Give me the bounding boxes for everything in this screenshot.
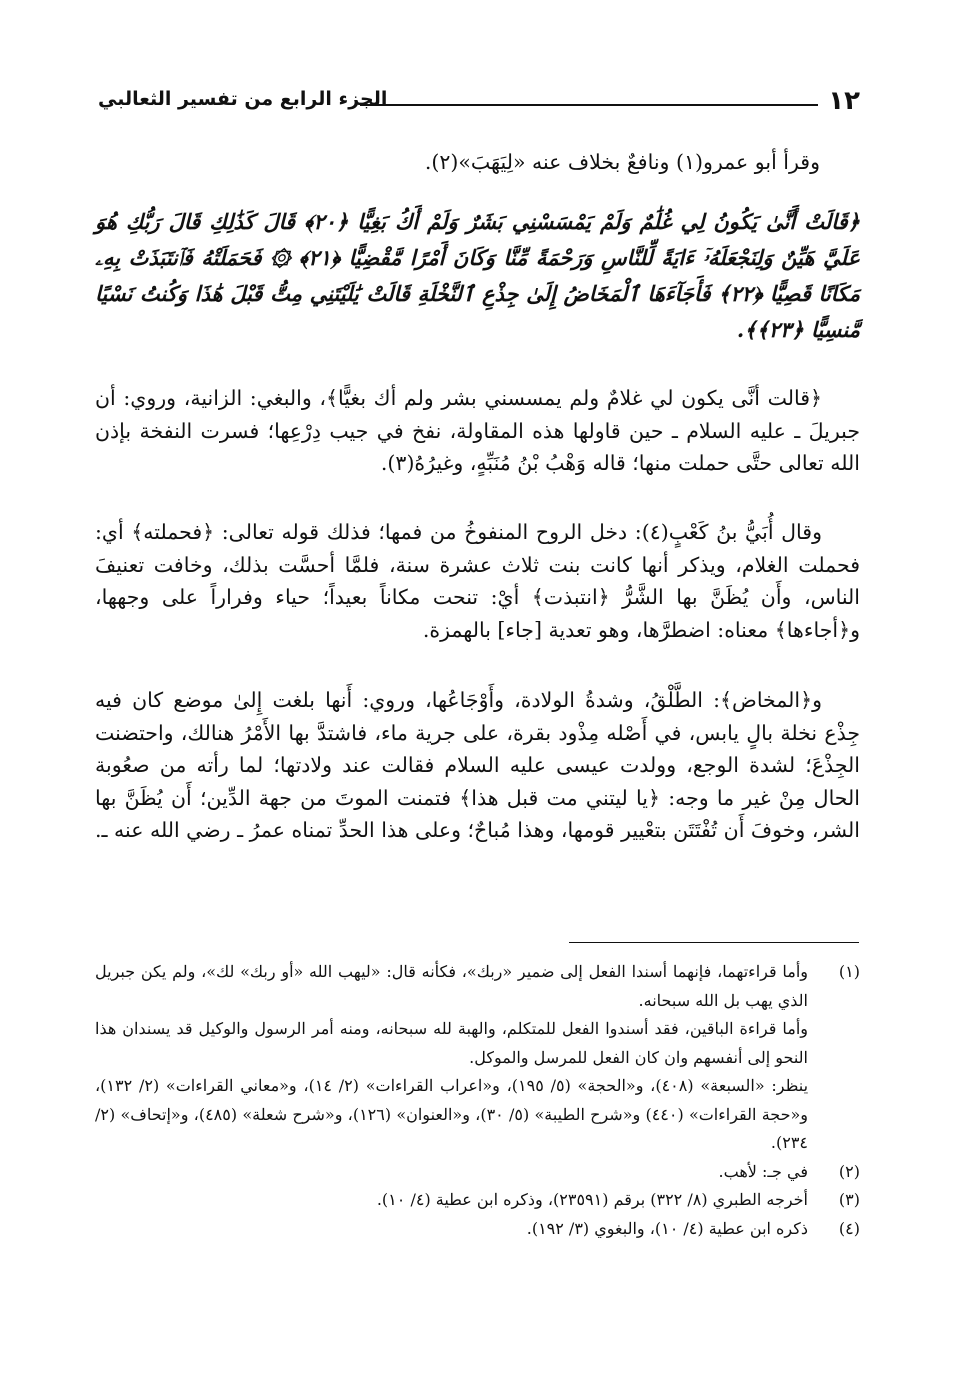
footnote-body [95,1186,808,1215]
footnote-number: (١) [838,962,860,981]
footnote-line: أخرجه الطبري (٨/ ٣٢٢) برقم (٢٣٥٩١)، وذكره ابن عطية (٤/ ١٠). [376,1190,808,1209]
footnote-line: ذكره ابن عطية (٤/ ١٠)، والبغوي (٣/ ١٩٢). [526,1218,808,1238]
footnote-2 [95,1158,860,1187]
footnote-number: (٢) [838,1161,860,1181]
quran-verse-text: ﴿قَالَتْ أَنَّىٰ يَكُونُ لِي غُلَٰمٌ وَلَمْ يَمْسَسْنِي بَشَرٌ وَلَمْ أَكُ بَغِيًّا ﴿٢٠﴾ قَالَ كَذَٰلِكِ قَالَ رَبُّكِ هُوَ عَلَيَّ هَيِّنٌ وَلِنَجْعَلَهُۥٓ ءَايَةً لِّلنَّاسِ وَرَحْمَةً مِّنَّا وَكَانَ أَمْرًا مَّقْضِيًّا ﴿٢١﴾ ۞ فَحَمَلَتْهُ فَٱنتَبَذَتْ بِهِۦ مَكَانًا قَصِيًّا ﴿٢٢﴾ فَأَجَآءَهَا ٱلْمَخَاضُ إِلَىٰ جِذْعِ ٱلنَّخْلَةِ قَالَتْ يَٰلَيْتَنِي مِتُّ قَبْلَ هَٰذَا وَكُنتُ نَسْيًا مَّنسِيًّا ﴿٢٣﴾﴾. [95,209,860,342]
paragraph-3-text: وقال أُبَيُّ بنُ كَعْبٍ(٤): دخل الروح المنفوخُ من فمها؛ فذلك قوله تعالى: ﴿فحملته﴾ أي: فحملت الغلام، ويذكر أنها كانت بنت ثلاث عشرة سنة، فلمَّا أحسَّت بذلك، وخافت تعنيفَ الناس، وأَن يُظَنَّ بها الشَّرُّ ﴿انتبذت﴾ أيْ: تنحت مكاناً بعيداً؛ حياء وفراراً على وجهها، و﴿أجاءها﴾ معناه: اضطرَّها، وهو تعدية [جاء] بالهمزة. [95,520,860,642]
paragraph-4 [95,684,860,847]
quran-verse-block [95,204,860,348]
page-header [98,84,860,124]
footnote-4 [95,1215,860,1244]
running-title: الجزء الرابع من تفسير الثعالبي [98,88,388,110]
footnote-line: ينظر: «السبعة» (٤٠٨)، و«الحجة» (٥/ ١٩٥)، و«اعراب القراءات» (٢/ ١٤)، و«معاني القراءات» (٢/ ١٣٢)، و«حجة القراءات» (٤٤٠) و«شرح الطيبة» (٥/ ٣٠)، و«العنوان» (١٢٦)، و«شرح شعلة» (٤٨٥)، و«إتحاف» (٢/ ٢٣٤). [95,1076,809,1152]
paragraph-3 [95,516,860,646]
header-rule [360,104,818,106]
paragraph-2 [95,382,860,480]
footnote-line: وأما قراءتهما، فإنهما أسندا الفعل إلى ضمير «ربك»، فكأنه قال: «ليهب الله «أو ربك» لك»، ولم يكن جبريل الذي يهب بل الله سبحانه. [95,962,808,1010]
footnote-body [95,1215,808,1244]
footnote-body [95,958,808,1158]
paragraph-4-text: و﴿المخاض﴾: الطَّلْقُ، وشدةُ الولادة، وأَوْجَاعُها، وروي: أَنها بلغت إِلىٰ موضع كان فيه جِذْع نخلة بالٍ يابس، في أَصْله مِذْود بقرة، على جرية ماء، فاشتدَّ بها الأَمْرُ هنالك، واحتضنت الجِذْعَ؛ لشدة الوجع، وولدت عيسى عليه السلام فقالت عند ولادتها؛ لما رأته من صعُوبة الحال مِنْ غير ما وجه: ﴿يا ليتني مت قبل هذا﴾ فتمنت الموتَ من جهة الدِّين؛ أَن يُظَنَّ بها الشر، وخوفَ أَن تُفْتَتَن بتعْيير قومها، وهذا مُباحٌ؛ وعلى هذا الحدِّ تمناه عمرُ ـ رضي الله عنه ـ. [94,688,860,842]
paragraph-1 [95,146,860,179]
footnote-body [95,1158,808,1187]
footnotes [95,958,860,1243]
footnote-number: (٣) [838,1190,860,1209]
page-number: ١٢ [828,86,860,116]
footnote-1 [95,958,860,1158]
footnote-line: وأما قراءة الباقين، فقد أسندوا الفعل للمتكلم، والهبة لله سبحانه، ومنه أمر الرسول والوكيل قد يسندان هذا النحو إلى أنفسهم وان كان الفعل للمرسل والموكل. [95,1019,808,1067]
paragraph-2-text: ﴿قالت أنَّى يكون لي غلامٌ ولم يمسسني بشر ولم أك بغيًّا﴾، والبغي: الزانية، وروي: أن جبريلَ ـ عليه السلام ـ حين قاولها هذه المقاولة، نفخ في جيب دِرْعِها؛ فسرت النفخة بإذن الله تعالى حتَّى حملت منها؛ قاله وَهْبُ بْنُ مُنَبِّهٍ، وغيرُهُ(٣). [95,386,860,475]
footnote-3 [95,1186,860,1215]
footnote-number: (٤) [838,1218,860,1238]
paragraph-1-text: وقرأ أبو عمرو(١) ونافعٌ بخلاف عنه «لِيَهَبَ»(٢). [424,150,820,174]
footnote-separator [569,942,859,943]
footnote-line: في جـ: لأهب. [718,1161,808,1181]
